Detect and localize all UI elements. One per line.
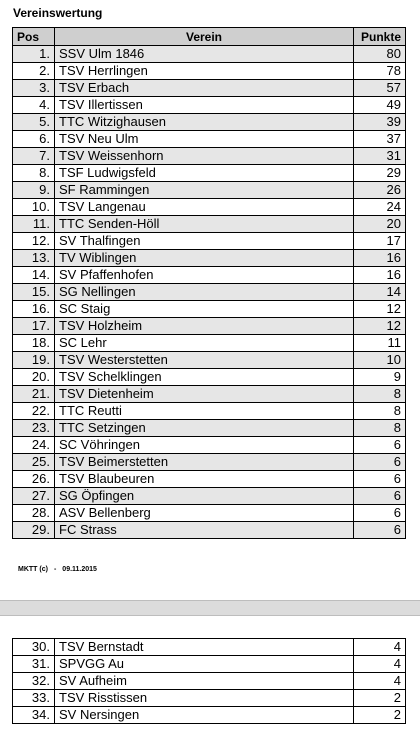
row-club: TSV Dietenheim (55, 386, 354, 403)
row-points: 80 (354, 46, 406, 63)
header-pos: Pos (13, 28, 55, 46)
table-row (13, 318, 406, 335)
row-points: 6 (354, 522, 406, 539)
row-club: SC Staig (55, 301, 354, 318)
table-row (13, 63, 406, 80)
row-pos: 30. (13, 639, 55, 656)
row-club: SG Öpfingen (55, 488, 354, 505)
row-club: TSV Langenau (55, 199, 354, 216)
row-pos: 7. (13, 148, 55, 165)
row-club: TSV Erbach (55, 80, 354, 97)
table-header-row (13, 28, 406, 46)
row-points: 10 (354, 352, 406, 369)
row-points: 24 (354, 199, 406, 216)
table-row (13, 352, 406, 369)
row-club: TSV Herrlingen (55, 63, 354, 80)
table-row (13, 690, 406, 707)
row-pos: 2. (13, 63, 55, 80)
table-row (13, 437, 406, 454)
row-pos: 32. (13, 673, 55, 690)
row-pos: 1. (13, 46, 55, 63)
row-pos: 33. (13, 690, 55, 707)
table-row (13, 250, 406, 267)
row-pos: 11. (13, 216, 55, 233)
table-row (13, 46, 406, 63)
table-row (13, 148, 406, 165)
table-row (13, 335, 406, 352)
row-pos: 18. (13, 335, 55, 352)
row-club: TTC Witzighausen (55, 114, 354, 131)
ranking-table-body (13, 46, 406, 539)
row-points: 12 (354, 301, 406, 318)
table-row (13, 369, 406, 386)
row-pos: 17. (13, 318, 55, 335)
row-club: TSV Blaubeuren (55, 471, 354, 488)
row-club: SV Aufheim (55, 673, 354, 690)
row-points: 8 (354, 403, 406, 420)
table-row (13, 522, 406, 539)
table-row (13, 420, 406, 437)
row-club: SV Nersingen (55, 707, 354, 724)
row-club: TTC Setzingen (55, 420, 354, 437)
table-row (13, 131, 406, 148)
footer-copyright: MKTT (c) (18, 566, 48, 573)
row-club: TSV Beimerstetten (55, 454, 354, 471)
row-pos: 12. (13, 233, 55, 250)
ranking-table-continued (12, 638, 406, 724)
row-points: 4 (354, 656, 406, 673)
footer-date: 09.11.2015 (62, 566, 97, 573)
row-points: 16 (354, 250, 406, 267)
row-points: 6 (354, 488, 406, 505)
header-club: Verein (55, 28, 354, 46)
row-club: TV Wiblingen (55, 250, 354, 267)
footer-separator: - (53, 566, 57, 573)
row-club: SPVGG Au (55, 656, 354, 673)
table-row (13, 80, 406, 97)
row-points: 17 (354, 233, 406, 250)
row-pos: 14. (13, 267, 55, 284)
row-pos: 19. (13, 352, 55, 369)
row-points: 2 (354, 690, 406, 707)
table-row (13, 216, 406, 233)
row-club: TSV Bernstadt (55, 639, 354, 656)
row-club: TSV Risstissen (55, 690, 354, 707)
row-club: TSV Westerstetten (55, 352, 354, 369)
row-points: 6 (354, 505, 406, 522)
row-pos: 20. (13, 369, 55, 386)
row-club: SV Thalfingen (55, 233, 354, 250)
table-row (13, 656, 406, 673)
row-pos: 24. (13, 437, 55, 454)
row-pos: 27. (13, 488, 55, 505)
page-title: Vereinswertung (13, 6, 103, 20)
table-row (13, 707, 406, 724)
footer (18, 566, 97, 573)
table-row (13, 199, 406, 216)
row-points: 9 (354, 369, 406, 386)
row-club: TSV Schelklingen (55, 369, 354, 386)
row-pos: 3. (13, 80, 55, 97)
header-points: Punkte (354, 28, 406, 46)
row-points: 4 (354, 673, 406, 690)
row-club: SSV Ulm 1846 (55, 46, 354, 63)
page-break (0, 600, 420, 616)
row-points: 37 (354, 131, 406, 148)
table-row (13, 97, 406, 114)
row-points: 16 (354, 267, 406, 284)
row-points: 6 (354, 454, 406, 471)
table-row (13, 488, 406, 505)
row-pos: 13. (13, 250, 55, 267)
row-pos: 10. (13, 199, 55, 216)
row-points: 20 (354, 216, 406, 233)
row-club: SV Pfaffenhofen (55, 267, 354, 284)
row-points: 39 (354, 114, 406, 131)
row-points: 4 (354, 639, 406, 656)
row-club: TSF Ludwigsfeld (55, 165, 354, 182)
table-row (13, 284, 406, 301)
row-points: 29 (354, 165, 406, 182)
row-pos: 34. (13, 707, 55, 724)
row-pos: 28. (13, 505, 55, 522)
row-points: 49 (354, 97, 406, 114)
table-row (13, 182, 406, 199)
row-pos: 15. (13, 284, 55, 301)
row-club: ASV Bellenberg (55, 505, 354, 522)
row-points: 31 (354, 148, 406, 165)
table-row (13, 267, 406, 284)
row-points: 6 (354, 471, 406, 488)
table-row (13, 301, 406, 318)
row-pos: 8. (13, 165, 55, 182)
row-points: 6 (354, 437, 406, 454)
table-row (13, 165, 406, 182)
table-row (13, 505, 406, 522)
row-club: TSV Neu Ulm (55, 131, 354, 148)
row-club: SC Vöhringen (55, 437, 354, 454)
row-club: TTC Reutti (55, 403, 354, 420)
table-row (13, 233, 406, 250)
row-points: 14 (354, 284, 406, 301)
row-pos: 9. (13, 182, 55, 199)
table-row (13, 639, 406, 656)
table-row (13, 114, 406, 131)
row-pos: 21. (13, 386, 55, 403)
row-club: TTC Senden-Höll (55, 216, 354, 233)
row-points: 2 (354, 707, 406, 724)
row-club: TSV Weissenhorn (55, 148, 354, 165)
ranking-table-continued-body (13, 639, 406, 724)
table-row (13, 403, 406, 420)
row-points: 57 (354, 80, 406, 97)
row-club: TSV Holzheim (55, 318, 354, 335)
row-club: SF Rammingen (55, 182, 354, 199)
row-points: 78 (354, 63, 406, 80)
table-row (13, 673, 406, 690)
ranking-table (12, 27, 406, 539)
row-pos: 6. (13, 131, 55, 148)
row-pos: 4. (13, 97, 55, 114)
table-row (13, 386, 406, 403)
row-club: SG Nellingen (55, 284, 354, 301)
row-pos: 26. (13, 471, 55, 488)
row-pos: 29. (13, 522, 55, 539)
row-pos: 25. (13, 454, 55, 471)
row-club: SC Lehr (55, 335, 354, 352)
row-pos: 23. (13, 420, 55, 437)
table-row (13, 471, 406, 488)
row-points: 8 (354, 420, 406, 437)
table-row (13, 454, 406, 471)
row-club: TSV Illertissen (55, 97, 354, 114)
row-points: 12 (354, 318, 406, 335)
row-pos: 5. (13, 114, 55, 131)
row-pos: 31. (13, 656, 55, 673)
row-pos: 22. (13, 403, 55, 420)
row-points: 26 (354, 182, 406, 199)
row-club: FC Strass (55, 522, 354, 539)
row-points: 8 (354, 386, 406, 403)
row-pos: 16. (13, 301, 55, 318)
row-points: 11 (354, 335, 406, 352)
